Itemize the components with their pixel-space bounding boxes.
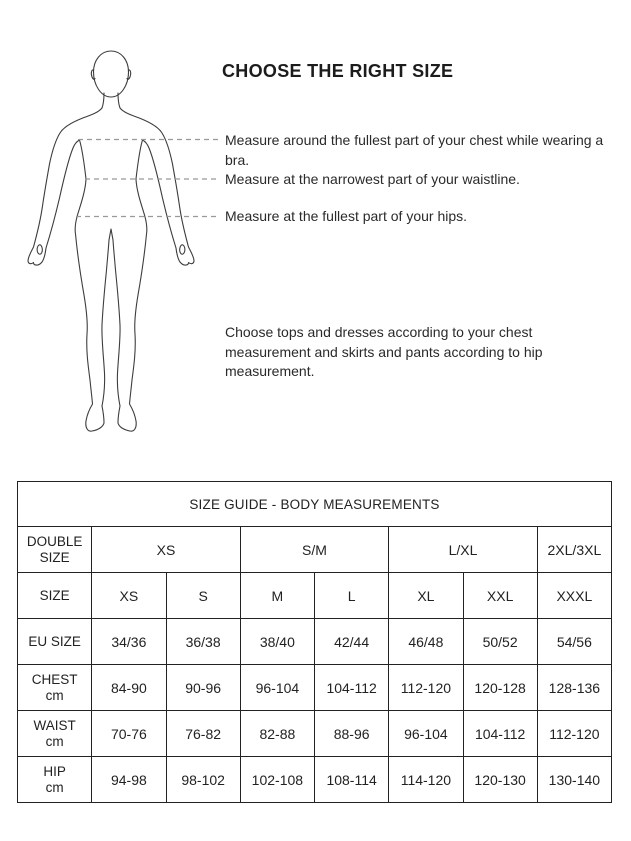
- hip-cell: 98-102: [166, 757, 240, 803]
- waist-cell: 96-104: [389, 711, 463, 757]
- figure-left-thumb: [37, 245, 42, 254]
- row-header-unit: cm: [45, 687, 64, 703]
- chest-cell: 120-128: [463, 665, 537, 711]
- waist-cell: 104-112: [463, 711, 537, 757]
- hip-cell: 130-140: [537, 757, 611, 803]
- row-header-line: CHEST: [31, 671, 78, 687]
- eu-size-cell: 54/56: [537, 619, 611, 665]
- hip-cell: 120-130: [463, 757, 537, 803]
- size-cell: XS: [92, 573, 166, 619]
- figure-right-thumb: [180, 245, 185, 254]
- waist-cell: 112-120: [537, 711, 611, 757]
- size-cell: XL: [389, 573, 463, 619]
- waist-cell: 70-76: [92, 711, 166, 757]
- chest-cell: 104-112: [315, 665, 389, 711]
- chest-cell: 84-90: [92, 665, 166, 711]
- waist-cell: 76-82: [166, 711, 240, 757]
- page-title: CHOOSE THE RIGHT SIZE: [222, 61, 454, 81]
- female-body-outline-illustration: [20, 45, 220, 445]
- table-title-row: [18, 482, 612, 527]
- fit-advice-note: Choose tops and dresses according to your chest measurement and skirts and pants according to hip measurement.: [225, 324, 543, 379]
- eu-size-cell: 42/44: [315, 619, 389, 665]
- hip-cell: 102-108: [240, 757, 314, 803]
- hips-instruction: Measure at the fullest part of your hips.: [225, 208, 468, 224]
- waist-instruction: Measure at the narrowest part of your waistline.: [225, 171, 520, 187]
- row-header-line: HIP: [43, 763, 66, 779]
- row-header-line: SIZE: [39, 587, 70, 603]
- chest-cell: 96-104: [240, 665, 314, 711]
- row-header-hip: [18, 757, 92, 803]
- row-header-line: EU SIZE: [28, 633, 81, 649]
- eu-size-cell: 36/38: [166, 619, 240, 665]
- double-size-cell: XS: [92, 527, 241, 573]
- chest-cell: 112-120: [389, 665, 463, 711]
- eu-size-cell: 34/36: [92, 619, 166, 665]
- hip-cell: 94-98: [92, 757, 166, 803]
- eu-size-cell: 50/52: [463, 619, 537, 665]
- size-cell: S: [166, 573, 240, 619]
- size-cell: L: [315, 573, 389, 619]
- waist-cell: 88-96: [315, 711, 389, 757]
- row-header-line: DOUBLE: [26, 533, 83, 549]
- size-cell: M: [240, 573, 314, 619]
- table-title: SIZE GUIDE - BODY MEASUREMENTS: [18, 482, 612, 527]
- row-header-waist: [18, 711, 92, 757]
- row-header-eu-size: [18, 619, 92, 665]
- chest-row: [18, 665, 612, 711]
- chest-cell: 90-96: [166, 665, 240, 711]
- row-header-line: WAIST: [33, 717, 76, 733]
- size-row: [18, 573, 612, 619]
- hip-cell: 114-120: [389, 757, 463, 803]
- waist-cell: 82-88: [240, 711, 314, 757]
- chest-cell: 128-136: [537, 665, 611, 711]
- waist-row: [18, 711, 612, 757]
- row-header-double-size: [18, 527, 92, 573]
- size-cell: XXXL: [537, 573, 611, 619]
- double-size-row: [18, 527, 612, 573]
- row-header-unit: cm: [45, 779, 64, 795]
- figure-head: [94, 51, 129, 97]
- row-header-unit: cm: [45, 733, 64, 749]
- row-header-chest: [18, 665, 92, 711]
- chest-instruction: Measure around the fullest part of your chest while wearing a bra.: [225, 132, 604, 168]
- size-guide-table: [17, 481, 612, 803]
- eu-size-row: [18, 619, 612, 665]
- double-size-cell: 2XL/3XL: [537, 527, 611, 573]
- hip-row: [18, 757, 612, 803]
- eu-size-cell: 46/48: [389, 619, 463, 665]
- double-size-cell: L/XL: [389, 527, 538, 573]
- figure-body-outline: [28, 93, 194, 431]
- row-header-size: [18, 573, 92, 619]
- eu-size-cell: 38/40: [240, 619, 314, 665]
- hip-cell: 108-114: [315, 757, 389, 803]
- double-size-cell: S/M: [240, 527, 389, 573]
- row-header-line: SIZE: [39, 549, 70, 565]
- size-cell: XXL: [463, 573, 537, 619]
